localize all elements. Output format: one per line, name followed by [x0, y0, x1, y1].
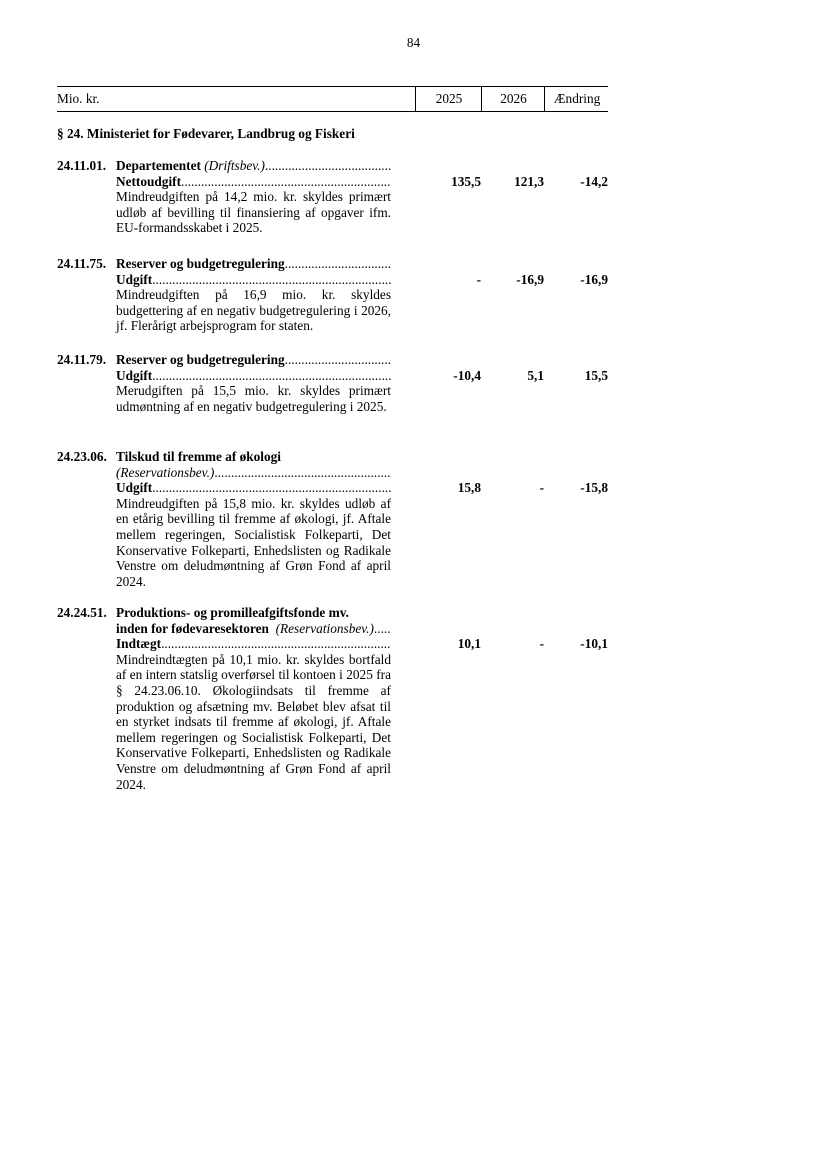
account-title: Produktions- og promilleafgiftsfonde mv. — [116, 605, 349, 620]
measure-label: Indtægt — [116, 636, 162, 652]
account-code: 24.23.06. — [57, 449, 107, 464]
account-title-continued: inden for fødevaresektoren — [116, 620, 269, 636]
value-2026: 121,3 — [514, 173, 544, 189]
account-code: 24.24.51. — [57, 605, 107, 620]
account-code: 24.11.79. — [57, 352, 107, 367]
table-header — [57, 86, 608, 112]
page-number: 84 — [406, 35, 421, 50]
value-2026: - — [539, 636, 544, 652]
value-2025: - — [476, 271, 481, 287]
measure-label: Nettoudgift — [116, 173, 181, 189]
column-header-2026: 2026 — [481, 87, 545, 111]
ministry-title: § 24. Ministeriet for Fødevarer, Landbrug og Fiskeri — [57, 126, 355, 141]
explanation-text: Mindreindtægten på 10,1 mio. kr. skyldes bortfald af en intern statslig overførsel til kontoen i 2025 fra § 24.23.06.10. Økologiindsats til fremme af produktion og afsætning mv. Beløbet blev afsat til en styrket indsats til fremme af økologi, jf. Aftale mellem regeringen og Socialistisk Folkeparti, Det Konservative Folkeparti, Enhedslisten og Radikale Venstre om deludmøntning af Grøn Fond af april 2024. — [116, 651, 391, 792]
column-header-change: Ændring — [544, 87, 609, 111]
value-change: -10,1 — [580, 636, 608, 652]
account-title: Reserver og budgetregulering — [116, 256, 285, 271]
value-2026: - — [539, 480, 544, 496]
appropriation-type: (Reservationsbev.) — [275, 620, 374, 636]
value-change: -15,8 — [580, 480, 608, 496]
value-change: -14,2 — [580, 173, 608, 189]
account-title: Departementet — [116, 158, 201, 173]
unit-label: Mio. kr. — [57, 91, 100, 106]
explanation-text: Merudgiften på 15,5 mio. kr. skyldes primært udmøntning af en negativ budgetregulering i 2025. — [116, 383, 391, 414]
explanation-text: Mindreudgiften på 16,9 mio. kr. skyldes budgettering af en negativ budgetregulering i 2026, jf. Flerårigt arbejsprogram for staten. — [116, 287, 391, 334]
account-code: 24.11.75. — [57, 256, 107, 271]
measure-label: Udgift — [116, 271, 153, 287]
explanation-text: Mindreudgiften på 14,2 mio. kr. skyldes primært udløb af bevilling til finansiering af opgaver ifm. EU-formandsskabet i 2025. — [116, 189, 391, 236]
value-2026: -16,9 — [516, 271, 544, 287]
column-header-2025: 2025 — [415, 87, 482, 111]
appropriation-type: (Driftsbev.) — [204, 158, 265, 173]
account-code: 24.11.01. — [57, 158, 107, 173]
value-2025: 135,5 — [451, 173, 481, 189]
value-change: 15,5 — [584, 367, 608, 383]
value-2026: 5,1 — [527, 367, 544, 383]
account-title: Tilskud til fremme af økologi — [116, 449, 281, 464]
appropriation-type: (Reservationsbev.) — [116, 464, 215, 480]
measure-label: Udgift — [116, 367, 153, 383]
value-change: -16,9 — [580, 271, 608, 287]
value-2025: 15,8 — [457, 480, 481, 496]
value-2025: 10,1 — [457, 636, 481, 652]
account-title: Reserver og budgetregulering — [116, 352, 285, 367]
explanation-text: Mindreudgiften på 15,8 mio. kr. skyldes udløb af en etårig bevilling til fremme af økologi, jf. Aftale mellem regeringen, Socialistisk Folkeparti, Det Konservative Folkeparti, Enhedslisten og Radikale Venstre om deludmøntning af Grøn Fond af april 2024. — [116, 495, 391, 589]
measure-label: Udgift — [116, 480, 153, 496]
value-2025: -10,4 — [453, 367, 481, 383]
